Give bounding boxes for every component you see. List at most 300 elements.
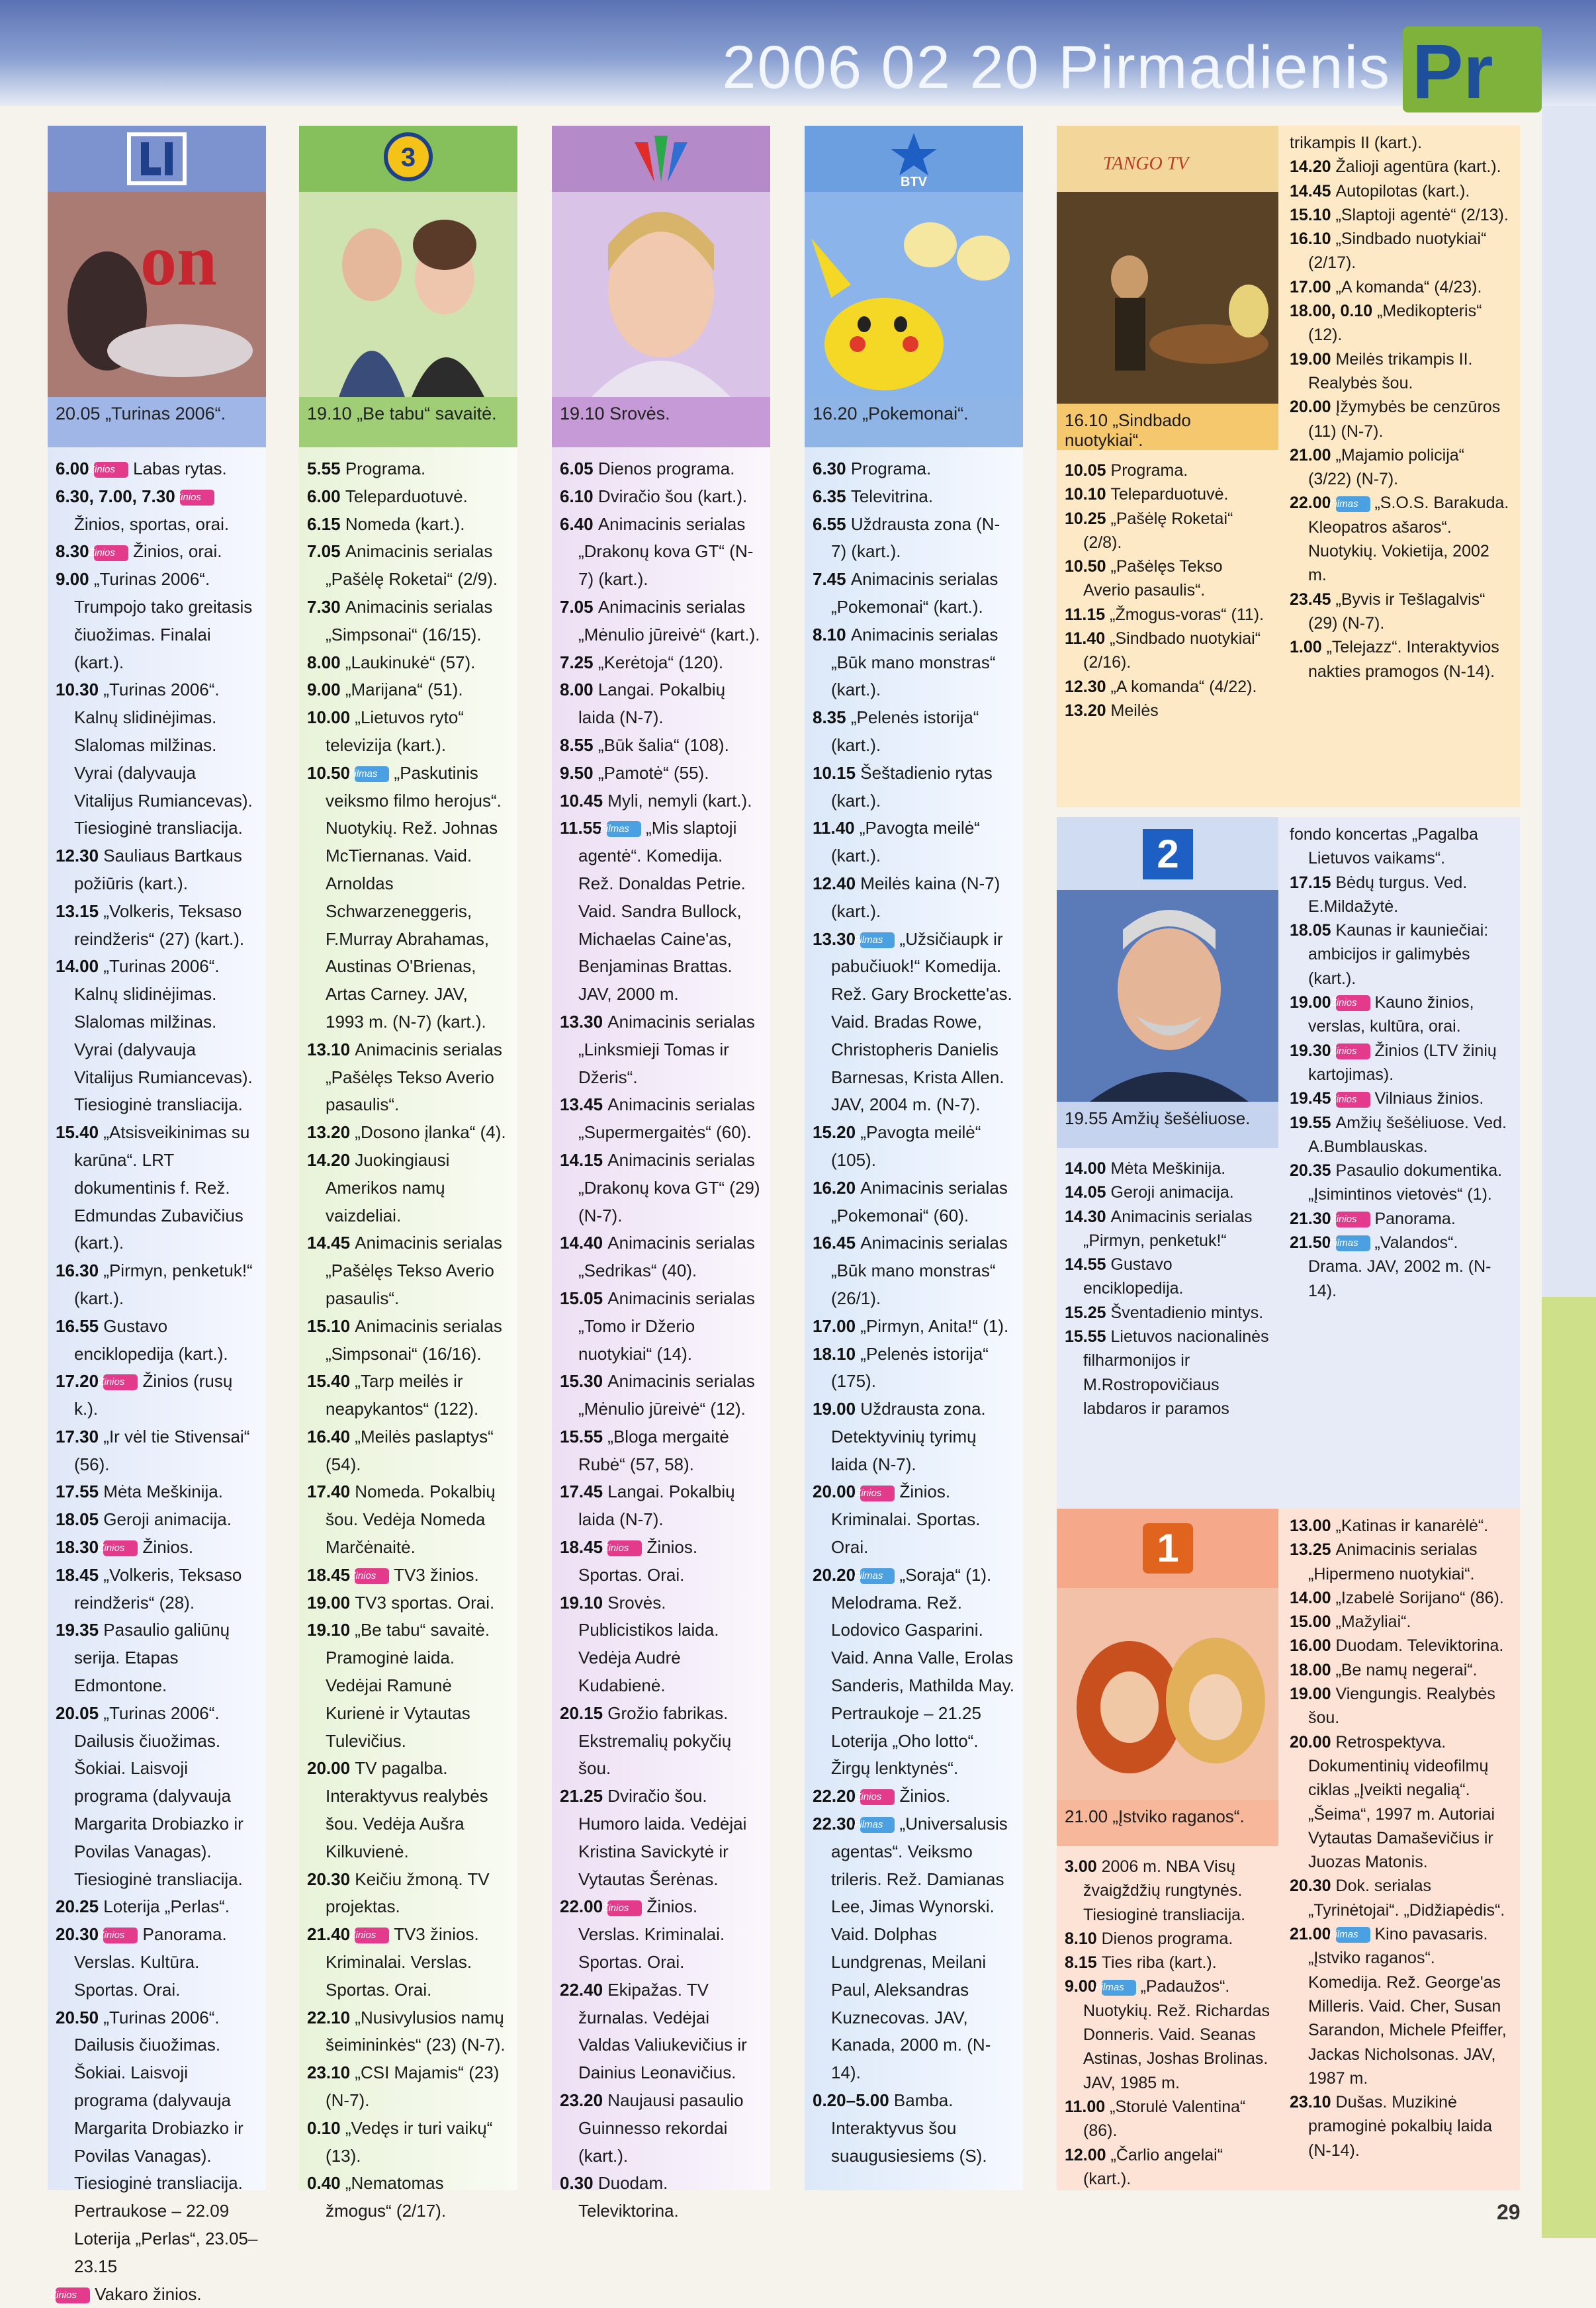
program-time: 20.00	[1290, 398, 1336, 417]
program-item	[813, 455, 1015, 483]
program-item	[560, 483, 762, 511]
program-time: 6.15	[307, 513, 345, 534]
program-item	[56, 1119, 258, 1257]
program-title: „Pelenės istorija“ (kart.).	[831, 707, 979, 755]
program-title: Dienos programa.	[598, 459, 735, 478]
program-item	[1290, 588, 1512, 636]
program-time: 16.00	[1290, 1636, 1336, 1656]
btv-logo-icon	[877, 129, 950, 189]
program-time: 19.00	[307, 1592, 355, 1613]
program-title: Geroji animacija.	[1110, 1183, 1234, 1202]
film-badge-icon: Filmas	[860, 1568, 895, 1584]
program-title: Animacinis serialas „Mėnulio jūreivė“ (12).	[578, 1371, 755, 1419]
program-title: Lietuvos nacionalinės filharmonijos ir M.Rostropovičiaus labdaros ir paramos	[1083, 1327, 1269, 1418]
program-time: 23.20	[560, 2090, 608, 2111]
program-item	[813, 483, 1015, 511]
schedule-list-left	[1057, 453, 1278, 728]
program-title: „Turinas 2006“. Kalnų slidinėjimas. Slalomas milžinas. Vyrai (dalyvauja Vitalijus Rumiancevas). Tiesioginė transliacija.	[74, 956, 253, 1115]
program-title: Animacinis serialas „Mėnulio jūreivė“ (kart.).	[578, 596, 760, 644]
program-title: „Sindbado nuotykiai“ (2/17).	[1308, 230, 1487, 273]
program-item	[1290, 1207, 1512, 1231]
program-item	[560, 1091, 762, 1147]
program-time: 20.30	[56, 1924, 104, 1945]
program-time: 20.00	[307, 1758, 355, 1779]
program-time: 10.50	[1065, 557, 1111, 576]
program-title: Meilės kaina (N-7) (kart.).	[831, 873, 1000, 921]
page-number: 29	[1497, 2200, 1521, 2224]
program-time: 17.55	[56, 1482, 104, 1502]
program-item	[1065, 1301, 1270, 1325]
program-title: Mėta Meškinija.	[1110, 1159, 1226, 1178]
program-time: 15.40	[56, 1122, 104, 1143]
program-title: Žinios.	[142, 1537, 194, 1558]
program-time: 10.00	[307, 707, 355, 728]
program-item	[307, 2170, 510, 2225]
program-item	[1290, 1087, 1512, 1110]
program-item	[56, 1921, 258, 2004]
program-time: 21.25	[560, 1786, 608, 1806]
program-time: 15.55	[1065, 1327, 1111, 1347]
program-title: Retrospektyva. Dokumentinių videofilmų ciklas „Įveikti negalią“. „Šeima“, 1997 m. Autoriai Vytautas Damaševičius ir Juozas Matonis.	[1308, 1732, 1495, 1872]
program-time: 23.10	[307, 2063, 355, 2083]
program-time: 9.00	[1065, 1977, 1102, 1996]
program-item	[1290, 203, 1512, 227]
program-time: 8.35	[813, 707, 851, 728]
program-item	[1065, 1855, 1270, 1927]
program-item	[1290, 1610, 1512, 1634]
program-item	[560, 2170, 762, 2225]
program-item	[56, 2004, 258, 2281]
program-title: Geroji animacija.	[103, 1509, 232, 1530]
program-title: Animacinis serialas „Simpsonai“ (16/15).	[326, 596, 493, 644]
program-time: 6.30	[813, 459, 851, 478]
program-item	[813, 760, 1015, 815]
program-time: 15.00	[1290, 1613, 1336, 1632]
schedule-list	[552, 447, 770, 2225]
program-title: Meilės	[1110, 701, 1159, 720]
program-time: 7.30	[307, 596, 345, 617]
program-time: 20.30	[307, 1869, 355, 1889]
program-time: 13.45	[560, 1094, 608, 1115]
program-item	[1290, 347, 1512, 396]
film-badge-icon: Filmas	[355, 766, 389, 782]
film-badge-icon: Filmas	[1336, 1235, 1370, 1251]
program-time: 19.35	[56, 1620, 104, 1640]
program-item	[1065, 555, 1270, 603]
program-time: 6.05	[560, 459, 598, 478]
program-title: Žinios. Verslas. Kriminalai. Sportas. Orai.	[578, 1896, 725, 1973]
program-item	[813, 1119, 1015, 1175]
program-time: 20.20	[813, 1564, 861, 1585]
tv3-logo	[299, 126, 517, 192]
program-title: Animacinis serialas „Pokemonai“ (60).	[831, 1177, 1008, 1225]
program-item	[1290, 1730, 1512, 1875]
program-time: 18.45	[307, 1564, 355, 1585]
program-title: Meilės trikampis II. Realybės šou.	[1308, 349, 1473, 392]
program-title: Kaunas ir kauniečiai: ambicijos ir galimybės (kart.).	[1308, 921, 1489, 988]
program-item	[307, 455, 510, 483]
program-title: Gustavo enciklopedija.	[1083, 1255, 1184, 1298]
program-item	[307, 1589, 510, 1617]
program-item	[560, 815, 762, 1008]
program-item	[1290, 991, 1512, 1039]
program-item	[56, 1478, 258, 1506]
program-item	[560, 1285, 762, 1368]
channel-column-btv	[805, 126, 1023, 2190]
program-item	[1065, 1157, 1270, 1180]
program-time: 19.00	[813, 1399, 861, 1419]
program-item	[560, 1229, 762, 1285]
program-item	[307, 1229, 510, 1312]
channel-section-ltv1	[1057, 1509, 1520, 2190]
program-time: 15.20	[813, 1122, 861, 1143]
program-item	[1065, 1927, 1270, 1951]
program-time: 18.00	[1290, 1660, 1336, 1679]
program-title: „Ir vėl tie Stivensai“ (56).	[74, 1426, 250, 1474]
program-title: Nomeda (kart.).	[345, 513, 465, 534]
news-badge-icon: Žinios	[1336, 1043, 1370, 1059]
program-item	[1065, 482, 1270, 506]
program-time: 19.00	[1290, 349, 1336, 369]
tango-logo-icon	[1096, 146, 1242, 179]
program-item	[1290, 1231, 1512, 1303]
program-item	[1290, 635, 1512, 684]
program-title: „Mis slaptoji agentė“. Komedija. Rež. Donaldas Petrie. Vaid. Sandra Bullock, Michaelas Caine'as, Benjaminas Brattas. JAV, 2000 m.	[578, 818, 746, 1004]
program-time: 19.10	[307, 1620, 355, 1640]
program-time: 18.05	[1290, 921, 1336, 940]
ltv2-logo-text: 2	[1157, 832, 1179, 876]
program-time: 23.10	[1290, 2093, 1336, 2112]
program-time: 6.40	[560, 513, 598, 534]
program-item	[560, 1976, 762, 2087]
program-title: „Volkeris, Teksaso reindžeris“ (28).	[74, 1564, 242, 1613]
program-item	[1290, 299, 1512, 347]
program-title: Uždrausta zona (N-7) (kart.).	[831, 513, 1000, 562]
program-title: „Izabelė Sorijano“ (86).	[1335, 1588, 1504, 1607]
program-item	[56, 1700, 258, 1894]
program-time: 10.05	[1065, 461, 1111, 480]
lnk-logo-icon	[621, 129, 701, 189]
program-title: „Meilės paslaptys“ (54).	[326, 1426, 494, 1474]
program-time: 7.05	[307, 541, 345, 562]
program-item	[813, 926, 1015, 1120]
svg-text:TANGO TV: TANGO TV	[1103, 154, 1189, 174]
program-time: 14.55	[1065, 1255, 1111, 1274]
program-time: 13.00	[1290, 1517, 1336, 1535]
program-item	[1290, 1039, 1512, 1087]
program-item	[1065, 1205, 1270, 1253]
program-item	[56, 483, 258, 539]
program-title: „Pelenės istorija“ (175).	[831, 1343, 989, 1392]
program-item	[56, 455, 258, 483]
program-time: 18.00, 0.10	[1290, 302, 1378, 321]
channel-section-ltv2	[1057, 817, 1520, 1525]
program-item	[307, 760, 510, 1036]
program-time: 21.40	[307, 1924, 355, 1945]
program-title: „Soraja“ (1). Melodrama. Rež. Lodovico Gasparini. Vaid. Anna Valle, Erolas Sanderis, Mathilda May. Pertraukoje – 21.25 Loterija „Oho lotto“. Žirgų lenktynės“.	[831, 1564, 1014, 1779]
schedule-list-left	[1057, 1151, 1278, 1426]
program-time: 22.00	[560, 1896, 608, 1917]
program-title: „Turinas 2006“. Trumpojo tako greitasis čiuožimas. Finalai (kart.).	[74, 569, 253, 672]
program-item	[560, 1423, 762, 1479]
program-time: 19.10	[560, 1592, 608, 1613]
day-badge-text: Pr	[1412, 28, 1493, 114]
program-title: Animacinis serialas „Tomo ir Džerio nuotykiai“ (14).	[578, 1288, 755, 1364]
program-time: 13.30	[560, 1011, 608, 1032]
program-time: 18.30	[56, 1537, 104, 1558]
program-item	[1065, 699, 1270, 723]
ltv2-logo	[1143, 829, 1193, 879]
schedule-list	[299, 447, 517, 2225]
program-time: 10.10	[1065, 485, 1111, 504]
program-title: Langai. Pokalbių laida (N-7).	[578, 680, 726, 728]
tv3-logo-icon	[375, 129, 441, 189]
program-item	[307, 1313, 510, 1368]
program-time: 8.55	[560, 734, 598, 755]
program-title: „Nusivylusios namų šeimininkės“ (23) (N-7).	[326, 2007, 506, 2055]
program-time: 3.00	[1065, 1857, 1102, 1876]
program-time: 14.20	[1290, 157, 1336, 177]
program-title: Grožio fabrikas. Ekstremalių pokyčių šou.	[578, 1703, 732, 1779]
schedule-list	[805, 447, 1023, 2170]
program-title: Televitrina.	[850, 486, 934, 506]
channel-column-lnk	[552, 126, 770, 2221]
program-time: 0.30	[560, 2173, 598, 2194]
program-title: Dušas. Muzikinė pramoginė pokalbių laida (N-14).	[1308, 2093, 1492, 2160]
channel-photo	[805, 126, 1023, 397]
program-item	[307, 1147, 510, 1229]
program-time: 10.30	[56, 680, 104, 700]
right-margin-blue	[1542, 106, 1596, 1297]
program-time: 9.00	[307, 680, 345, 700]
program-title: „CSI Majamis“ (23) (N-7).	[326, 2063, 500, 2111]
program-title: „Valandos“. Drama. JAV, 2002 m. (N-14).	[1308, 1233, 1491, 1300]
program-title: Animacinis serialas „Sedrikas“ (40).	[578, 1233, 755, 1281]
program-time: 15.05	[560, 1288, 608, 1308]
program-item	[1290, 871, 1512, 919]
program-time: 17.00	[1290, 277, 1336, 296]
highlight-program: 19.10 „Be tabu“ savaitė.	[299, 397, 517, 447]
program-item	[56, 538, 258, 566]
program-title: Dviračio šou (kart.).	[598, 486, 748, 506]
program-time: 6.55	[813, 513, 851, 534]
ltv1-logo-text: 1	[1157, 1526, 1179, 1570]
program-item	[560, 1783, 762, 1893]
program-time: 19.45	[1290, 1089, 1336, 1108]
program-time: 22.00	[1290, 494, 1336, 513]
program-item	[1290, 1111, 1512, 1159]
program-item	[813, 511, 1015, 566]
program-item	[307, 1368, 510, 1423]
program-title: Autopilotas (kart.).	[1335, 181, 1470, 200]
program-item	[307, 1036, 510, 1119]
program-time: 8.10	[1065, 1929, 1102, 1948]
program-time: 9.50	[560, 762, 598, 783]
btv-logo	[805, 126, 1023, 192]
program-title: „Turinas 2006“. Dailusis čiuožimas. Šokiai. Laisvoji programa (dalyvauja Margarita Drobiazko ir Povilas Vanagas). Tiesioginė transliacija. Pertraukose – 22.09 Loterija „Perlas“, 23.05–23.15	[74, 2007, 258, 2276]
program-time: 17.40	[307, 1482, 355, 1502]
program-title: Vilniaus žinios.	[1374, 1089, 1484, 1108]
news-badge-icon: Žinios	[103, 1374, 138, 1390]
program-item	[560, 1534, 762, 1589]
program-title: „Mažyliai“.	[1335, 1613, 1411, 1632]
program-time: 19.00	[1290, 993, 1336, 1012]
program-title: Nomeda. Pokalbių šou. Vedėja Nomeda Marčėnaitė.	[326, 1482, 496, 1558]
program-title: „Atsisveikinimas su karūna“. LRT dokumentinis f. Rež. Edmundas Zubavičius (kart.).	[74, 1122, 250, 1253]
news-badge-icon: Žinios	[1336, 995, 1370, 1011]
program-time: 18.45	[560, 1537, 608, 1558]
news-badge-icon: Žinios	[860, 1486, 895, 1501]
program-item	[813, 1396, 1015, 1478]
program-time: 8.00	[307, 652, 345, 672]
program-time: 14.20	[307, 1149, 355, 1170]
channel-photo	[48, 126, 266, 397]
program-item	[560, 594, 762, 649]
program-time: 18.05	[56, 1509, 104, 1530]
program-time: 20.35	[1290, 1161, 1336, 1180]
program-title: „Pirmyn, penketuk!“ (kart.).	[74, 1261, 253, 1308]
program-title: Vakaro žinios.	[95, 2284, 202, 2304]
channel-photo	[299, 126, 517, 397]
program-title: „Vedęs ir turi vaikų“ (13).	[326, 2117, 493, 2166]
program-title: Animacinis serialas „Hipermeno nuotykiai“.	[1308, 1540, 1478, 1583]
news-badge-icon: Žinios	[860, 1789, 895, 1805]
program-item	[307, 1755, 510, 1865]
program-title: Pasaulio galiūnų serija. Etapas Edmontone.	[74, 1620, 230, 1696]
program-item	[1290, 491, 1512, 587]
highlight-program: 16.20 „Pokemonai“.	[805, 397, 1023, 447]
program-item	[1290, 1538, 1512, 1586]
program-title: Sauliaus Bartkaus požiūris (kart.).	[74, 846, 242, 893]
schedule-list-right	[1282, 817, 1520, 1308]
program-title: Animacinis serialas „Simpsonai“ (16/16).	[326, 1315, 502, 1364]
program-title: „Lietuvos ryto“ televizija (kart.).	[326, 707, 465, 755]
ltv1-logo	[1143, 1523, 1193, 1574]
channel-section-tango	[1057, 126, 1520, 807]
program-time: 11.55	[560, 818, 607, 838]
news-badge-icon: Žinios	[355, 1568, 389, 1584]
program-item	[1290, 1874, 1512, 1922]
program-title: „Pašėlę Roketai“ (2/8).	[1083, 509, 1233, 552]
program-title: „Sindbado nuotykiai“ (2/16).	[1083, 629, 1261, 672]
program-time: 6.10	[560, 486, 598, 506]
program-title: 2006 m. NBA Visų žvaigždžių rungtynės. Tiesioginė transliacija.	[1083, 1857, 1246, 1924]
program-title: Bėdų turgus. Ved. E.Mildažytė.	[1308, 873, 1468, 916]
program-item	[307, 1562, 510, 1589]
news-badge-icon: Žinios	[103, 1540, 138, 1556]
program-title: „A komanda“ (4/22).	[1110, 677, 1257, 696]
program-item	[813, 1478, 1015, 1561]
program-time: 12.30	[56, 846, 104, 866]
program-title: TV3 žinios.	[394, 1564, 479, 1585]
program-time: 16.10	[1290, 230, 1336, 249]
program-time: 14.05	[1065, 1183, 1111, 1202]
program-time: 6.35	[813, 486, 851, 506]
program-title: Animacinis serialas „Pašėlę Roketai“ (2/9).	[326, 541, 498, 590]
program-title: Animacinis serialas „Pirmyn, penketuk!“	[1083, 1207, 1253, 1250]
program-time: 17.45	[560, 1482, 608, 1502]
program-title: Teleparduotuvė.	[345, 486, 468, 506]
program-time: 8.30	[56, 541, 94, 562]
program-title: „Būk šalia“ (108).	[598, 734, 729, 755]
program-time: 13.30	[813, 928, 861, 949]
program-time: 12.00	[1065, 2145, 1111, 2164]
program-time: 15.55	[560, 1426, 608, 1446]
program-time: 17.15	[1290, 873, 1336, 892]
program-title: Žinios.	[899, 1786, 951, 1806]
program-title: Panorama. Verslas. Kultūra. Sportas. Orai.	[74, 1924, 227, 2000]
program-title: Bamba. Interaktyvus šou suaugusiesiems (S).	[831, 2090, 987, 2166]
program-item	[307, 676, 510, 704]
program-time: 16.20	[813, 1177, 861, 1198]
news-badge-icon: Žinios	[1336, 1092, 1370, 1108]
highlight-program: 20.05 „Turinas 2006“.	[48, 397, 266, 447]
program-title: Juokingiausi Amerikos namų vaizdeliai.	[326, 1149, 450, 1225]
highlight-program: 16.10 „Sindbado nuotykiai“.	[1057, 404, 1278, 450]
program-time: 22.30	[813, 1814, 861, 1834]
program-title: Ties riba (kart.).	[1101, 1953, 1217, 1973]
program-item	[1065, 1325, 1270, 1421]
program-title: „Bloga mergaitė Rubė“ (57, 58).	[578, 1426, 729, 1474]
program-item	[1065, 507, 1270, 555]
program-title: „Slaptoji agentė“ (2/13).	[1335, 205, 1509, 224]
program-item	[56, 1423, 258, 1479]
program-time: 14.40	[560, 1233, 608, 1253]
program-title: „Turinas 2006“. Dailusis čiuožimas. Šokiai. Laisvoji programa (dalyvauja Margarita Drobiazko ir Povilas Vanagas). Tiesioginė transliacija.	[74, 1703, 244, 1889]
program-title: Pasaulio dokumentika. „Įsimintinos vietovės“ (1).	[1308, 1161, 1503, 1204]
program-title: Keičiu žmoną. TV projektas.	[326, 1869, 490, 1917]
program-title: „Padaužos“. Nuotykių. Rež. Richardas Donneris. Vaid. Seanas Astinas, Joshas Brolinas. JAV, 1985 m.	[1083, 1977, 1270, 2092]
program-title: TV3 sportas. Orai.	[355, 1592, 495, 1613]
program-title: „Be namų negerai“.	[1335, 1660, 1478, 1679]
channel-column-tv3	[299, 126, 517, 2221]
program-item	[560, 1368, 762, 1423]
program-title: Duodam. Televiktorina.	[1335, 1636, 1504, 1656]
program-title: Teleparduotuvė.	[1110, 485, 1229, 504]
program-item	[50, 2281, 258, 2308]
program-title: „Universalusis agentas“. Veiksmo trileris. Rež. Damianas Lee, Jimas Wynorski. Vaid. Dolphas Lundgrenas, Meilani Paul, Aleksandras Kuznecovas. JAV, Kanada, 2000 m. (N-14).	[831, 1814, 1008, 2083]
program-title: „Čarlio angelai“ (kart.).	[1083, 2145, 1223, 2188]
program-item	[560, 1008, 762, 1091]
program-title: „Pirmyn, Anita!“ (1).	[860, 1315, 1009, 1336]
news-badge-icon: Žinios	[180, 490, 214, 506]
schedule-list	[48, 447, 266, 2308]
program-title: Animacinis serialas „Linksmieji Tomas ir Džeris“.	[578, 1011, 755, 1087]
program-title: Panorama.	[1374, 1209, 1456, 1228]
program-item	[560, 1589, 762, 1700]
program-title: Ekipažas. TV žurnalas. Vedėjai Valdas Valiukevičius ir Dainius Leonavičius.	[578, 1979, 747, 2083]
program-title: Žalioji agentūra (kart.).	[1335, 157, 1501, 177]
program-title: „Tarp meilės ir neapykantos“ (122).	[326, 1371, 479, 1419]
program-item	[307, 538, 510, 594]
program-title: Loterija „Perlas“.	[103, 1896, 230, 1917]
program-time: 11.40	[1065, 629, 1110, 648]
program-title: TV3 žinios. Kriminalai. Verslas. Sportas. Orai.	[326, 1924, 479, 2000]
news-badge-icon: Žinios	[94, 545, 128, 561]
program-title: Animacinis serialas „Pašėlęs Tekso Averio pasaulis“.	[326, 1039, 502, 1115]
program-title: „Laukinukė“ (57).	[345, 652, 476, 672]
program-title: „Telejazz“. Interaktyvios nakties pramogos (N-14).	[1308, 638, 1499, 681]
day-badge	[1403, 26, 1542, 112]
program-time: 17.00	[813, 1315, 861, 1336]
program-title: Animacinis serialas „Būk mano monstras“ (26/1).	[831, 1233, 1008, 1308]
program-time: 10.25	[1065, 509, 1111, 528]
program-title: Kino pavasaris. „Įstviko raganos“. Komedija. Rež. George'as Milleris. Vaid. Cher, Susan Sarandon, Michele Pfeiffer, Jackas Nicholsonas. JAV, 1987 m.	[1308, 1925, 1507, 2088]
lrt-logo	[48, 126, 266, 192]
program-item	[56, 1893, 258, 1921]
news-badge-icon: Žinios	[355, 1928, 389, 1943]
program-time: 13.20	[1065, 701, 1111, 720]
